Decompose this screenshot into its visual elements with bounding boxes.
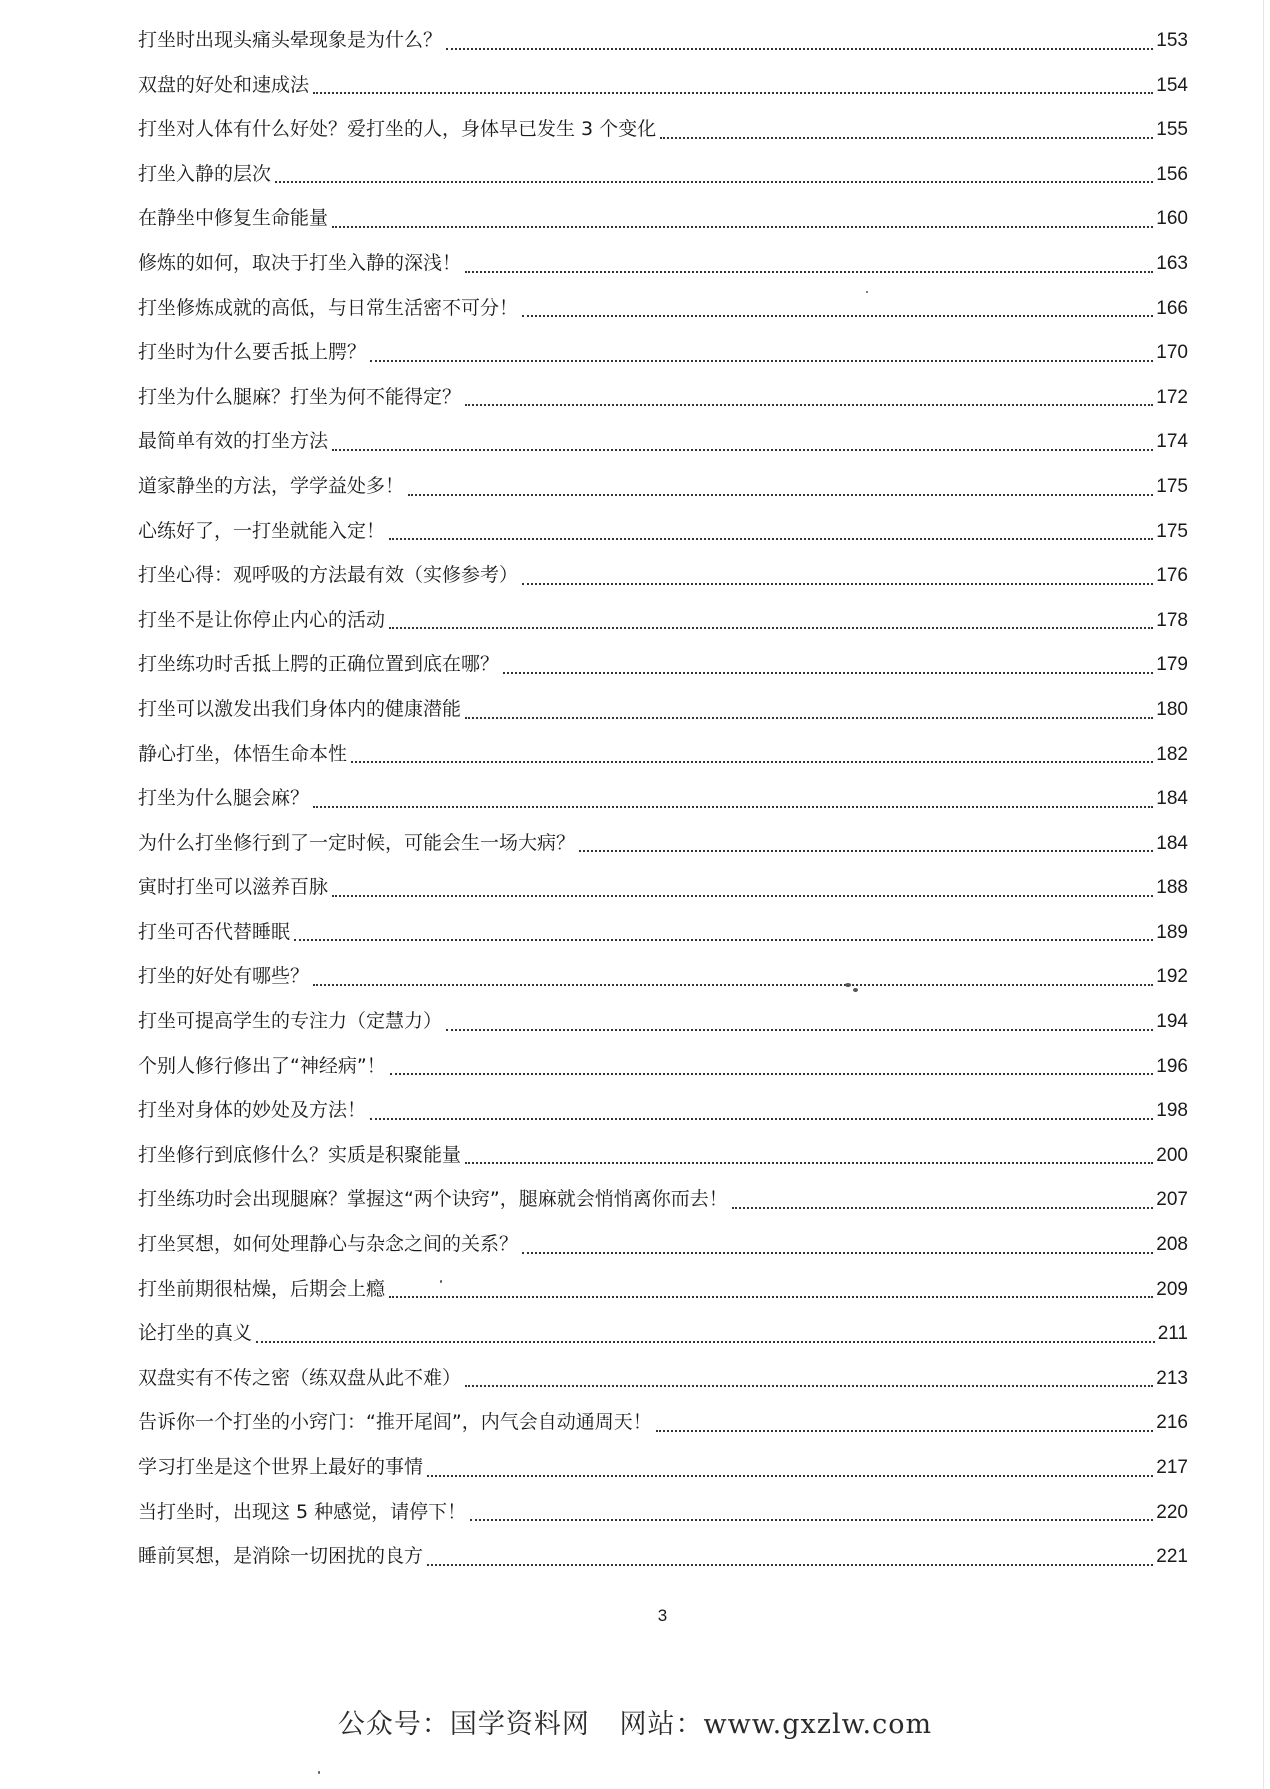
toc-entry-title: 为什么打坐修行到了一定时候，可能会生一场大病？ xyxy=(138,831,576,854)
toc-dot-leader xyxy=(390,1073,1154,1075)
toc-entry-title: 打坐前期很枯燥，后期会上瘾 xyxy=(138,1277,386,1300)
toc-entry-page: 194 xyxy=(1156,1011,1188,1033)
toc-entry xyxy=(138,152,1188,197)
toc-entry-page: 155 xyxy=(1156,119,1188,141)
toc-entry-page: 188 xyxy=(1156,877,1188,899)
toc-dot-leader xyxy=(389,1296,1153,1298)
toc-dot-leader xyxy=(332,895,1153,897)
toc-dot-leader xyxy=(256,1341,1155,1343)
toc-entry-page: 174 xyxy=(1156,431,1188,453)
toc-dot-leader xyxy=(332,449,1153,451)
toc-entry-page: 178 xyxy=(1156,609,1188,631)
page-number: 3 xyxy=(657,1606,668,1625)
toc-dot-leader xyxy=(427,1564,1153,1566)
toc-entry-title: 寅时打坐可以滋养百脉 xyxy=(138,876,329,899)
toc-entry xyxy=(138,419,1188,464)
toc-entry-page: 208 xyxy=(1156,1234,1188,1256)
toc-entry xyxy=(138,1534,1188,1579)
toc-dot-leader xyxy=(408,494,1153,496)
toc-entry xyxy=(138,865,1188,910)
toc-entry-page: 211 xyxy=(1157,1323,1188,1345)
toc-entry-title: 打坐对人体有什么好处？爱打坐的人，身体早已发生 3 个变化 xyxy=(138,118,657,141)
toc-entry-page: 216 xyxy=(1156,1412,1188,1434)
toc-entry xyxy=(138,642,1188,687)
toc-entry-page: 207 xyxy=(1156,1189,1188,1211)
toc-dot-leader xyxy=(370,360,1153,362)
toc-entry-page: 175 xyxy=(1156,520,1188,542)
toc-entry-title: 睡前冥想，是消除一切困扰的良方 xyxy=(138,1545,424,1568)
toc-dot-leader xyxy=(446,1029,1153,1031)
toc-entry-page: 166 xyxy=(1156,297,1188,319)
toc-dot-leader xyxy=(522,315,1153,317)
footer-account: 公众号：国学资料网 xyxy=(337,1709,590,1740)
toc-entry-page: 175 xyxy=(1156,475,1188,497)
footer-website: 网站：www.gxzlw.com xyxy=(619,1709,933,1740)
toc-entry-title: 打坐冥想，如何处理静心与杂念之间的关系？ xyxy=(138,1233,519,1256)
toc-dot-leader xyxy=(351,761,1153,763)
toc-entry-title: 修炼的如何，取决于打坐入静的深浅！ xyxy=(138,251,462,274)
toc-entry xyxy=(138,821,1188,866)
toc-entry xyxy=(138,1267,1188,1312)
scan-speck xyxy=(866,291,868,293)
toc-dot-leader xyxy=(503,672,1153,674)
toc-entry-page: 196 xyxy=(1156,1055,1188,1077)
toc-entry-title: 打坐修炼成就的高低，与日常生活密不可分！ xyxy=(138,296,519,319)
toc-entry-page: 154 xyxy=(1156,74,1188,96)
toc-dot-leader xyxy=(732,1207,1154,1209)
toc-entry-page: 189 xyxy=(1156,921,1188,943)
toc-entry-title: 打坐为什么腿会麻？ xyxy=(138,787,310,810)
toc-entry-page: 213 xyxy=(1156,1367,1188,1389)
toc-dot-leader xyxy=(465,404,1153,406)
toc-entry-page: 160 xyxy=(1156,208,1188,230)
toc-dot-leader xyxy=(465,1385,1153,1387)
toc-entry xyxy=(138,1400,1188,1445)
toc-entry xyxy=(138,910,1188,955)
toc-entry-page: 163 xyxy=(1156,252,1188,274)
toc-entry-title: 最简单有效的打坐方法 xyxy=(138,430,329,453)
toc-entry-title: 心练好了，一打坐就能入定！ xyxy=(138,519,386,542)
toc-entry xyxy=(138,954,1188,999)
scan-speck xyxy=(318,1771,320,1774)
toc-entry xyxy=(138,1222,1188,1267)
toc-entry-page: 209 xyxy=(1156,1278,1188,1300)
toc-entry-page: 179 xyxy=(1156,654,1188,676)
toc-dot-leader xyxy=(389,538,1153,540)
scan-edge xyxy=(1263,0,1264,1789)
toc-entry-page: 156 xyxy=(1156,163,1188,185)
toc-entry-title: 打坐心得：观呼吸的方法最有效（实修参考） xyxy=(138,564,519,587)
toc-dot-leader xyxy=(313,806,1153,808)
toc-dot-leader xyxy=(579,850,1153,852)
toc-entry xyxy=(138,999,1188,1044)
toc-dot-leader xyxy=(313,92,1153,94)
toc-entry-title: 打坐可提高学生的专注力（定慧力） xyxy=(138,1010,443,1033)
toc-entry-title: 双盘的好处和速成法 xyxy=(138,73,310,96)
toc-entry xyxy=(138,1133,1188,1178)
toc-entry-title: 打坐练功时会出现腿麻？掌握这“两个诀窍”，腿麻就会悄悄离你而去！ xyxy=(138,1188,728,1211)
toc-dot-leader xyxy=(465,717,1153,719)
toc-entry xyxy=(138,553,1188,598)
toc-dot-leader xyxy=(446,48,1153,50)
toc-entry-page: 192 xyxy=(1156,966,1188,988)
toc-entry xyxy=(138,1356,1188,1401)
scan-speck xyxy=(845,983,851,987)
toc-dot-leader xyxy=(465,271,1153,273)
toc-entry xyxy=(138,107,1188,152)
toc-entry-page: 176 xyxy=(1156,565,1188,587)
toc-entry xyxy=(138,598,1188,643)
toc-dot-leader xyxy=(294,939,1153,941)
toc-entry-title: 打坐不是让你停止内心的活动 xyxy=(138,608,386,631)
toc-entry-page: 170 xyxy=(1156,342,1188,364)
toc-entry xyxy=(138,1445,1188,1490)
toc-entry xyxy=(138,286,1188,331)
toc-entry-title: 打坐对身体的妙处及方法！ xyxy=(138,1099,367,1122)
toc-dot-leader xyxy=(470,1519,1153,1521)
toc-dot-leader xyxy=(370,1118,1153,1120)
toc-entry xyxy=(138,330,1188,375)
toc-dot-leader xyxy=(332,226,1153,228)
toc-entry xyxy=(138,1311,1188,1356)
toc-dot-leader xyxy=(465,1162,1153,1164)
toc-entry-title: 学习打坐是这个世界上最好的事情 xyxy=(138,1456,424,1478)
toc-entry-title: 打坐可以激发出我们身体内的健康潜能 xyxy=(138,697,462,720)
toc-entry-page: 153 xyxy=(1156,30,1188,51)
toc-dot-leader xyxy=(522,583,1153,585)
toc-entry-title: 道家静坐的方法，学学益处多！ xyxy=(138,474,405,497)
toc-entry-title: 打坐的好处有哪些？ xyxy=(138,965,310,988)
toc-entry-title: 打坐可否代替睡眠 xyxy=(138,920,291,943)
toc-dot-leader xyxy=(427,1475,1153,1477)
toc-entry-page: 184 xyxy=(1156,832,1188,854)
toc-entry xyxy=(138,464,1188,509)
toc-entry-title: 打坐练功时舌抵上腭的正确位置到底在哪？ xyxy=(138,653,500,676)
toc-entry xyxy=(138,1044,1188,1089)
toc-entry-title: 当打坐时，出现这 5 种感觉，请停下！ xyxy=(138,1500,467,1523)
toc-entry-title: 静心打坐，体悟生命本性 xyxy=(138,742,348,765)
toc-entry xyxy=(138,732,1188,777)
toc-entry xyxy=(138,18,1188,63)
toc-entry-page: 172 xyxy=(1156,386,1188,408)
toc-entry xyxy=(138,1177,1188,1222)
toc-entry-title: 打坐时出现头痛头晕现象是为什么？ xyxy=(138,29,443,51)
toc-dot-leader xyxy=(313,984,1153,986)
toc-entry xyxy=(138,375,1188,420)
toc-entry-title: 打坐修行到底修什么？实质是积聚能量 xyxy=(138,1143,462,1166)
footer xyxy=(0,1702,1270,1741)
toc-dot-leader xyxy=(389,627,1153,629)
scan-speck xyxy=(853,988,858,992)
toc-entry-page: 200 xyxy=(1156,1144,1188,1166)
toc-entry-title: 个别人修行修出了“神经病”！ xyxy=(138,1054,386,1077)
toc-entry-page: 180 xyxy=(1156,698,1188,720)
toc-entry-title: 打坐入静的层次 xyxy=(138,162,272,185)
scan-speck xyxy=(440,1280,442,1283)
table-of-contents xyxy=(138,18,1188,1579)
toc-entry-title: 双盘实有不传之密（练双盘从此不难） xyxy=(138,1366,462,1389)
toc-entry-page: 221 xyxy=(1156,1546,1188,1568)
toc-entry-title: 打坐时为什么要舌抵上腭？ xyxy=(138,341,367,364)
toc-entry-title: 在静坐中修复生命能量 xyxy=(138,207,329,230)
toc-dot-leader xyxy=(656,1430,1154,1432)
toc-entry-page: 198 xyxy=(1156,1100,1188,1122)
toc-entry-page: 184 xyxy=(1156,788,1188,810)
toc-entry-page: 217 xyxy=(1156,1457,1188,1478)
toc-entry xyxy=(138,241,1188,286)
toc-entry-title: 告诉你一个打坐的小窍门：“推开尾闾”，内气会自动通周天！ xyxy=(138,1411,652,1434)
toc-dot-leader xyxy=(660,137,1153,139)
toc-entry-title: 打坐为什么腿麻？打坐为何不能得定？ xyxy=(138,385,462,408)
toc-entry-title: 论打坐的真义 xyxy=(138,1322,253,1345)
toc-entry xyxy=(138,776,1188,821)
toc-entry-page: 220 xyxy=(1156,1501,1188,1523)
toc-dot-leader xyxy=(522,1252,1153,1254)
toc-entry-page: 182 xyxy=(1156,743,1188,765)
toc-entry xyxy=(138,1088,1188,1133)
toc-dot-leader xyxy=(275,181,1153,183)
toc-entry xyxy=(138,196,1188,241)
toc-entry xyxy=(138,1490,1188,1535)
toc-entry xyxy=(138,509,1188,554)
toc-entry xyxy=(138,687,1188,732)
toc-entry xyxy=(138,63,1188,108)
